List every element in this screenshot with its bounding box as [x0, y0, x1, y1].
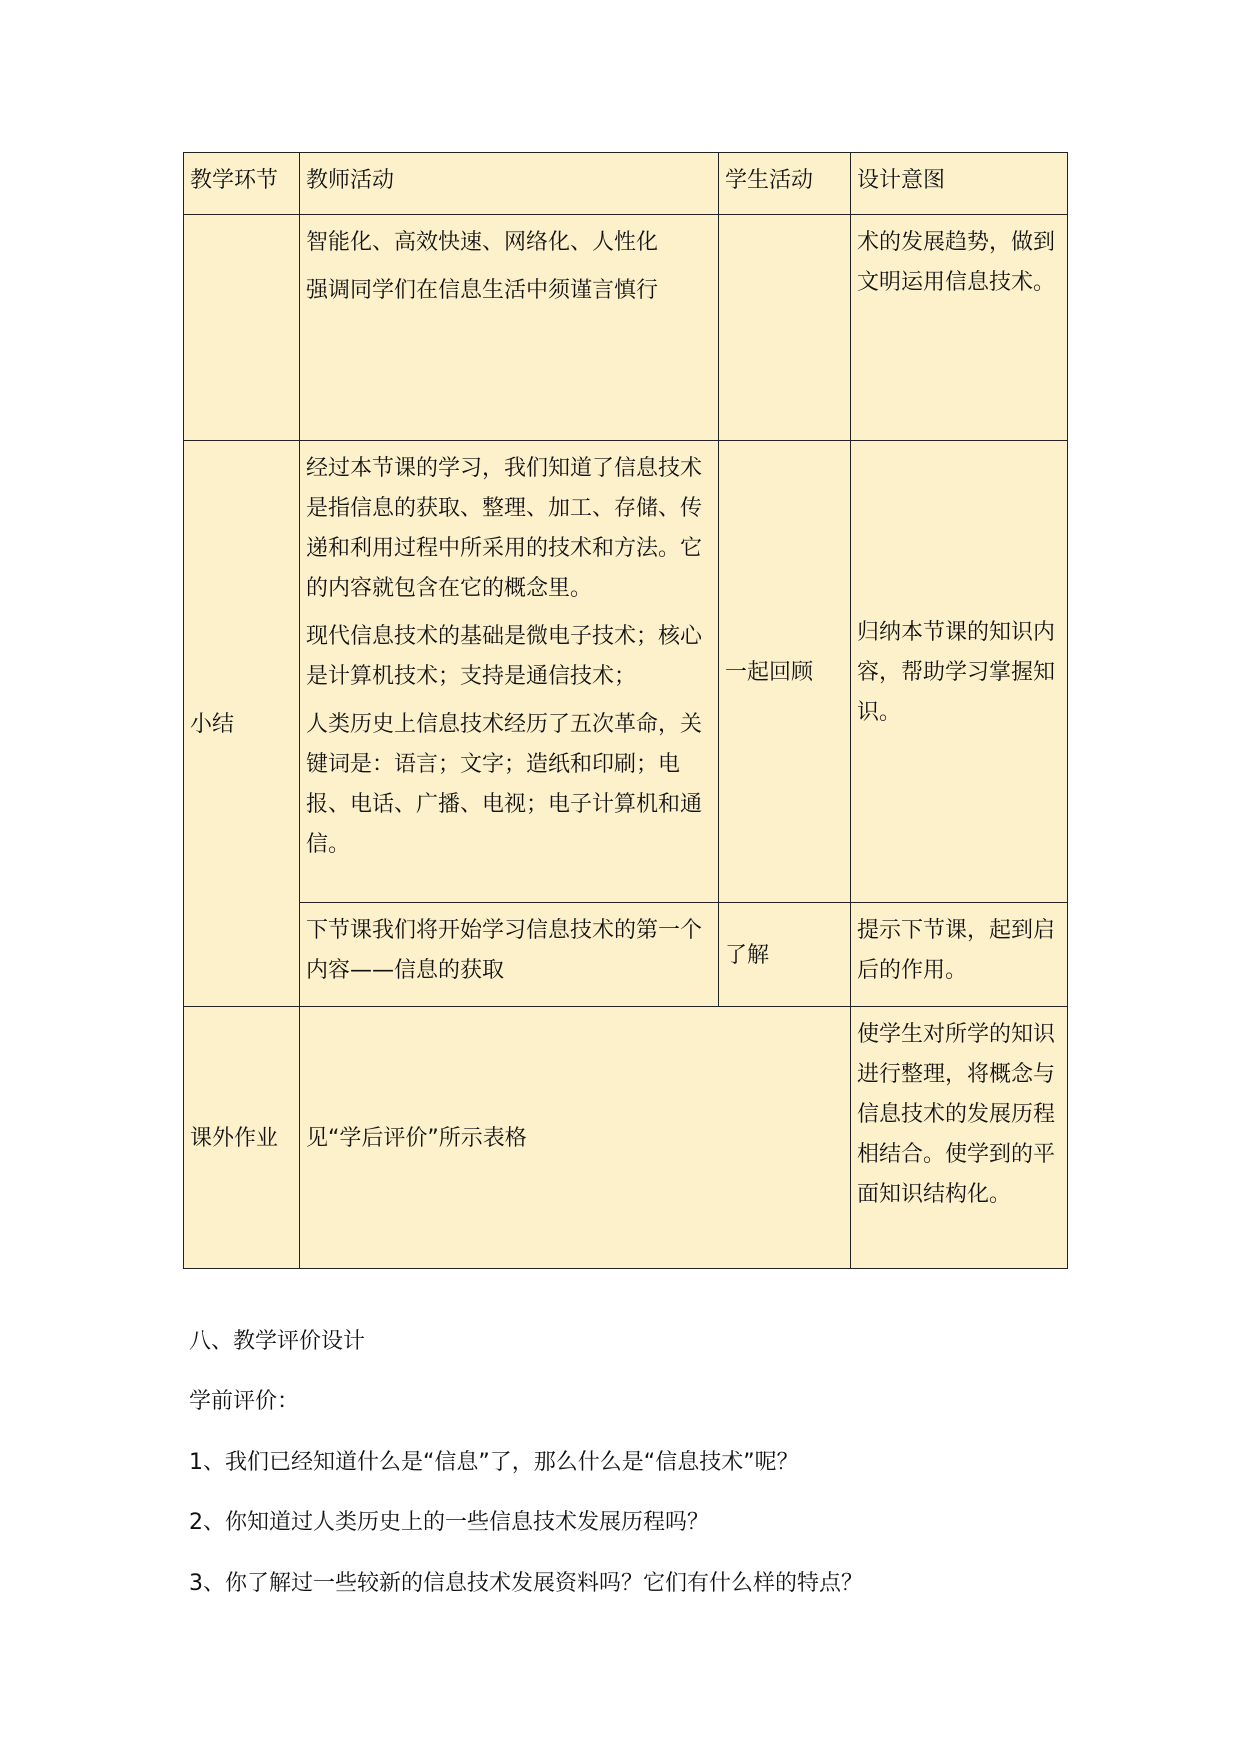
header-teacher-activity: 教师活动: [300, 153, 719, 215]
teacher-cell: [300, 441, 719, 903]
teacher-cell: 见“学后评价”所示表格: [300, 1007, 851, 1269]
teacher-cell: [300, 215, 719, 441]
section-heading: 八、教学评价设计: [189, 1329, 366, 1354]
table-row: [184, 441, 1068, 903]
table-header-row: [184, 153, 1068, 215]
intent-cell: 使学生对所学的知识进行整理，将概念与信息技术的发展历程相结合。使学到的平面知识结构化。: [851, 1007, 1068, 1269]
question-item: 2、你知道过人类历史上的一些信息技术发展历程吗？: [189, 1510, 709, 1535]
lesson-plan-table: [183, 152, 1068, 1269]
header-stage: 教学环节: [184, 153, 300, 215]
teacher-text: 人类历史上信息技术经历了五次革命，关键词是：语言；文字；造纸和印刷；电报、电话、广播、电视；电子计算机和通信。: [306, 712, 703, 857]
table-row: [184, 903, 1068, 1007]
header-design-intent: 设计意图: [851, 153, 1068, 215]
stage-cell-homework: 课外作业: [184, 1007, 300, 1269]
header-student-activity: 学生活动: [719, 153, 851, 215]
intent-cell: 术的发展趋势，做到文明运用信息技术。: [851, 215, 1068, 441]
teacher-text: 现代信息技术的基础是微电子技术；核心是计算机技术；支持是通信技术；: [306, 624, 703, 689]
student-cell: [719, 215, 851, 441]
stage-cell-summary: 小结: [184, 441, 300, 1007]
intent-cell: 提示下节课，起到启后的作用。: [851, 903, 1068, 1007]
student-cell: 一起回顾: [719, 441, 851, 903]
question-item: 1、我们已经知道什么是“信息”了，那么什么是“信息技术”呢？: [189, 1450, 799, 1475]
student-cell: 了解: [719, 903, 851, 1007]
teacher-text: 智能化、高效快速、网络化、人性化: [306, 230, 659, 255]
section-subheading: 学前评价：: [189, 1389, 300, 1414]
teacher-text: 强调同学们在信息生活中须谨言慎行: [306, 278, 659, 303]
intent-cell: 归纳本节课的知识内容，帮助学习掌握知识。: [851, 441, 1068, 903]
question-item: 3、你了解过一些较新的信息技术发展资料吗？它们有什么样的特点？: [189, 1571, 863, 1596]
teacher-text: 经过本节课的学习，我们知道了信息技术是指信息的获取、整理、加工、存储、传递和利用过程中所采用的技术和方法。它的内容就包含在它的概念里。: [306, 456, 703, 601]
table-row: [184, 215, 1068, 441]
stage-cell: [184, 215, 300, 441]
teacher-cell: 下节课我们将开始学习信息技术的第一个内容——信息的获取: [300, 903, 719, 1007]
table-row: [184, 1007, 1068, 1269]
